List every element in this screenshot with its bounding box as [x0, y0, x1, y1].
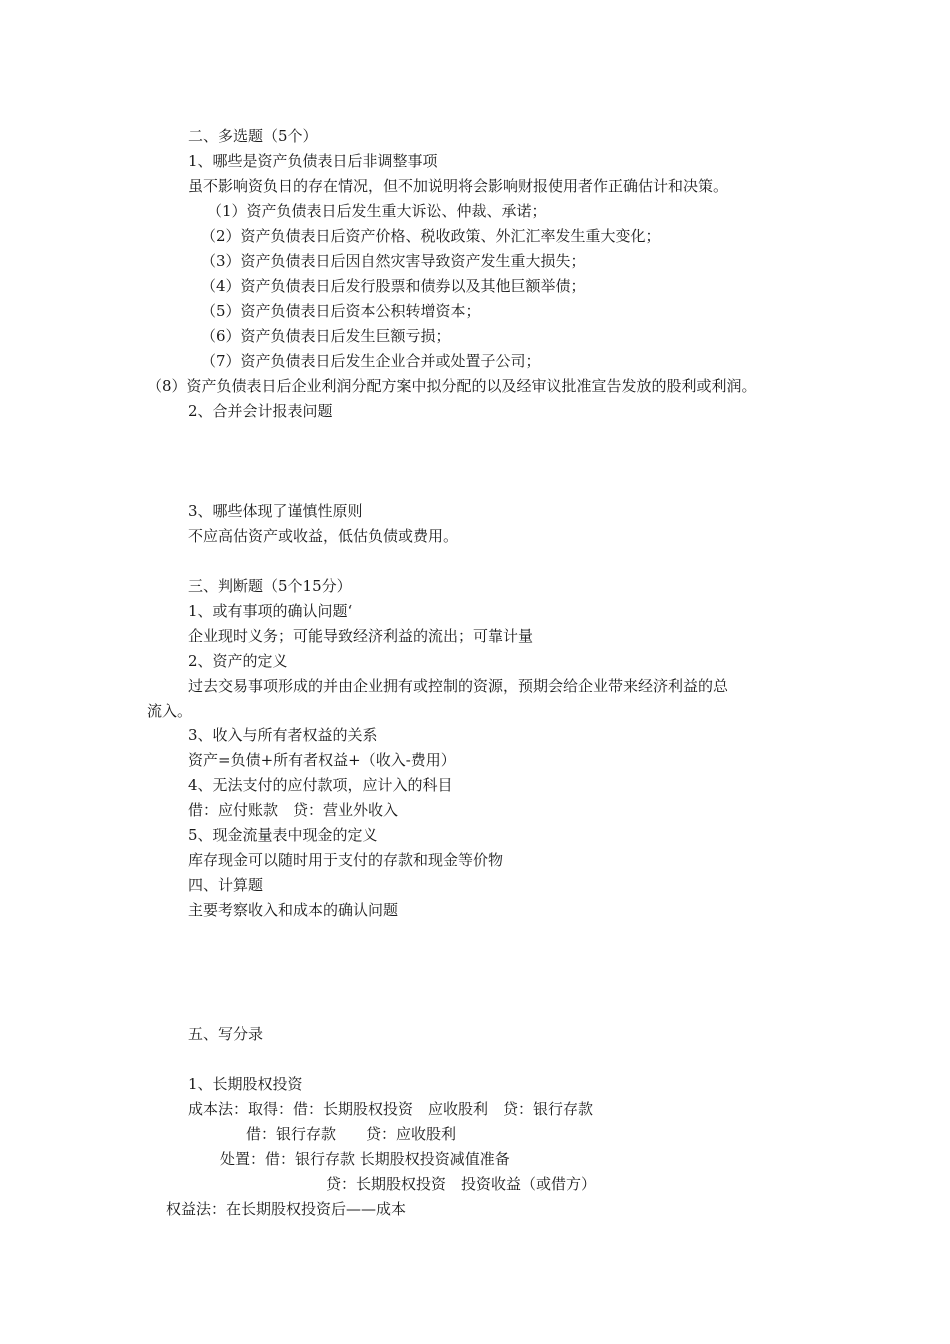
- judgement-5-description: 库存现金可以随时用于支付的存款和现金等价物: [188, 851, 504, 869]
- judgement-3-description: 资产=负债+所有者权益+（收入-费用）: [188, 751, 456, 769]
- judgement-4-title: 4、无法支付的应付款项，应计入的科目: [188, 776, 453, 794]
- equity-method: 权益法：在长期股权投资后——成本: [166, 1200, 407, 1218]
- question-3-title: 3、哪些体现了谨慎性原则: [188, 502, 363, 520]
- judgement-1-description: 企业现时义务；可能导致经济利益的流出；可靠计量: [188, 627, 534, 645]
- list-item: （1）资产负债表日后发生重大诉讼、仲裁、承诺；: [207, 202, 547, 220]
- judgement-4-description: 借：应付账款 贷：营业外收入: [188, 801, 399, 819]
- list-item: （2）资产负债表日后资产价格、税收政策、外汇汇率发生重大变化；: [201, 227, 661, 245]
- cost-method-dispose-credit: 贷：长期股权投资 投资收益（或借方）: [326, 1175, 597, 1193]
- judgement-2-description-cont: 流入。: [147, 702, 193, 720]
- list-item: （3）资产负债表日后因自然灾害导致资产发生重大损失；: [201, 252, 586, 270]
- question-1-description: 虽不影响资负日的存在情况，但不加说明将会影响财报使用者作正确估计和决策。: [188, 177, 729, 195]
- list-item: （4）资产负债表日后发行股票和债券以及其他巨额举债；: [201, 277, 586, 295]
- section-4-description: 主要考察收入和成本的确认问题: [188, 901, 399, 919]
- list-item: （6）资产负债表日后发生巨额亏损；: [201, 327, 451, 345]
- list-item: （8）资产负债表日后企业利润分配方案中拟分配的以及经审议批准宣告发放的股利或利润。: [147, 377, 757, 395]
- section-2-title: 二、多选题（5个）: [188, 127, 318, 145]
- judgement-1-title: 1、或有事项的确认问题‘: [188, 602, 353, 620]
- section-4-title: 四、计算题: [188, 876, 264, 894]
- cost-method-dispose-debit: 处置：借：银行存款 长期股权投资减值准备: [220, 1150, 510, 1168]
- judgement-5-title: 5、现金流量表中现金的定义: [188, 826, 378, 844]
- question-1-title: 1、哪些是资产负债表日后非调整事项: [188, 152, 438, 170]
- judgement-2-description: 过去交易事项形成的并由企业拥有或控制的资源，预期会给企业带来经济利益的总: [188, 677, 729, 695]
- cost-method-acquire: 成本法：取得：借：长期股权投资 应收股利 贷：银行存款: [188, 1100, 594, 1118]
- question-3-description: 不应高估资产或收益，低估负债或费用。: [188, 527, 459, 545]
- judgement-3-title: 3、收入与所有者权益的关系: [188, 726, 378, 744]
- judgement-2-title: 2、资产的定义: [188, 652, 288, 670]
- entry-1-title: 1、长期股权投资: [188, 1075, 303, 1093]
- question-2-title: 2、合并会计报表问题: [188, 402, 333, 420]
- list-item: （7）资产负债表日后发生企业合并或处置子公司；: [201, 352, 541, 370]
- section-3-title: 三、判断题（5个15分）: [188, 577, 352, 595]
- cost-method-dividend: 借：银行存款 贷：应收股利: [246, 1125, 457, 1143]
- list-item: （5）资产负债表日后资本公积转增资本；: [201, 302, 481, 320]
- section-5-title: 五、写分录: [188, 1025, 264, 1043]
